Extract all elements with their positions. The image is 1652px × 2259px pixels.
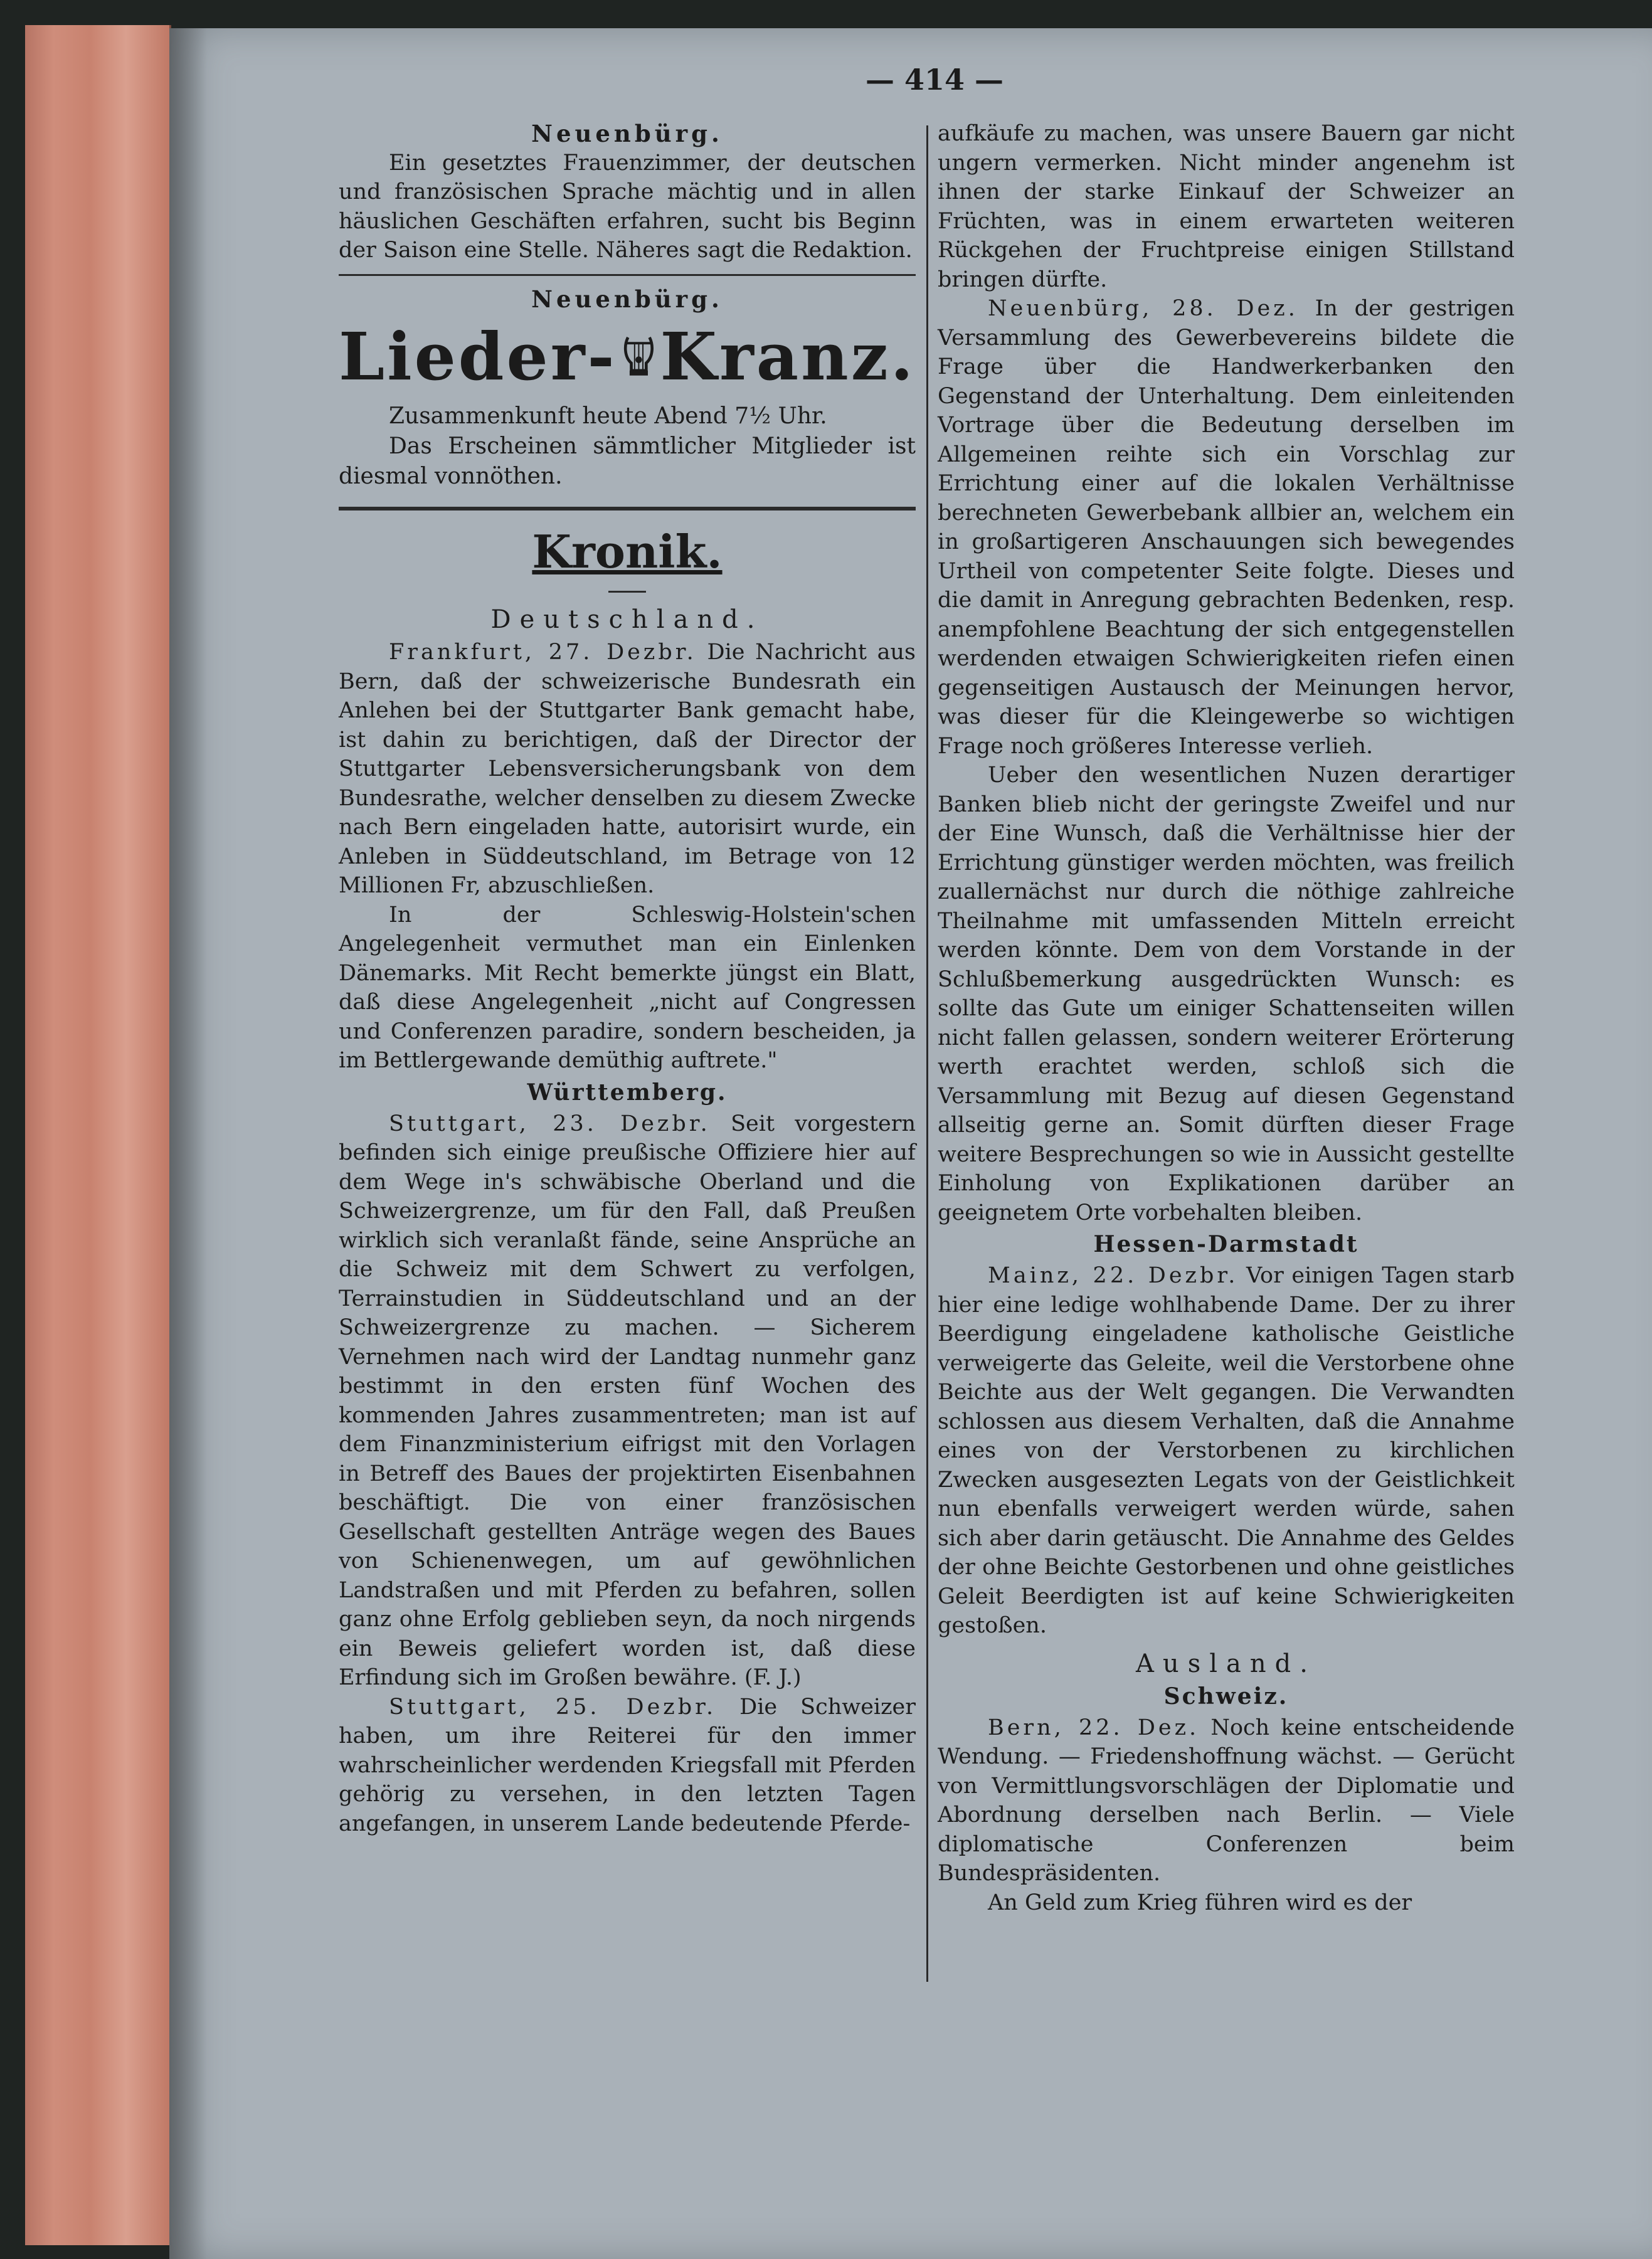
- section-wurttemberg: Württemberg.: [527, 1079, 728, 1106]
- section-deutschland: Deutschland.: [490, 605, 764, 634]
- article-continuation: aufkäufe zu machen, was unsere Bauern gar nicht ungern vermerken. Nicht minder angenehm ist ihnen der starke Einkauf der Schweizer an Früchten, was in einem erwarteten weiteren Rückgehen der Fruchtpreise einigen Stillstand bringen dürfte.: [938, 121, 1515, 292]
- section-ausland: Ausland.: [1136, 1649, 1316, 1678]
- article-neuenburg-continued: Ueber den wesentlichen Nuzen derartiger Banken blieb nicht der geringste Zweifel und nur der Eine Wunsch, daß die Verhältnisse hier der Errichtung günstiger werden möchten, was freilich zuallernächst nur durch die nöthige zahlreiche Theilnahme mit umfassenden Mitteln erreicht werden könnte. Dem von dem Vorstande in der Schlußbemerkung ausgedrückten Wunsch: es sollte das Gute um einiger Schattenseiten willen nicht fallen gelassen, sondern weiterer Erörterung werth erachtet werden, schloß sich die Versammlung mit Bezug auf diesen Gegenstand allseitig gerne an. Somit dürften dieser Frage weitere Besprechungen so wie in Aussicht gestellte Einholung von Explikationen darüber an geeignetem Orte vorbehalten bleiben.: [938, 763, 1515, 1225]
- article-text: In der gestrigen Versammlung des Gewerbevereins bildete die Frage über die Handwerkerbanken den Gegenstand der Unterhaltung. Dem einleitenden Vortrage über die Bedeutung derselben im Allgemeinen reihte sich ein Vorschlag zur Errichtung einer auf die lokalen Verhältnisse berechneten Gewerbebank allbier an, welchem ein in großartigeren Anschauungen sich bewegendes Urtheil von competenter Seite folgte. Dieses und die damit in Anregung gebrachten Bedenken, resp. anempfohlene Beachtung der sich entgegenstellen werdenden etwaigen Schwierigkeiten riefen einen gegenseitigen Austausch der Meinungen hervor, was dieser für die Kleingewerbe so wichtigen Frage noch größeres Interesse verlieh.: [938, 296, 1515, 759]
- article-text: Seit vorgestern befinden sich einige preußische Offiziere hier auf dem Wege in's schwäbische Oberland und die Schweizergrenze, um für den Fall, daß Preußen wirklich sich veranlaßt fände, seine Ansprüche an die Schweiz mit dem Schwert zu verfolgen, Terrainstudien in Süddeutschland und an der Schweizergrenze zu machen. — Sicherem Vernehmen nach wird der Landtag nunmehr ganz bestimmt in den ersten fünf Wochen des kommenden Jahres zusammentreten; man ist auf dem Finanzministerium eifrigst mit den Vorlagen in Betreff des Baues der projektirten Eisenbahnen beschäftigt. Die von einer französischen Gesellschaft gestellten Anträge wegen des Baues von Schienenwegen, um auf gewöhnlichen Landstraßen und mit Pferden zu befahren, sollen ganz ohne Erfolg geblieben seyn, da noch nirgends ein Beweis geliefert worden ist, daß diese Erfindung sich im Großen bewähre. (F. J.): [339, 1111, 916, 1690]
- spine-shadow: [169, 28, 207, 2259]
- dateline: Bern, 22. Dez.: [988, 1715, 1200, 1740]
- section-schweiz: Schweiz.: [1163, 1683, 1289, 1710]
- article-schleswig: In der Schleswig-Holstein'schen Angelegenheit vermuthet man ein Einlenken Dänemarks. Mit Recht bemerkte jüngst ein Blatt, daß diese Angelegenheit „nicht auf Congressen und Conferenzen paradire, sondern bescheiden, ja im Bettlergewande demüthig auftrete.": [339, 902, 916, 1073]
- ad-text: Ein gesetztes Frauenzimmer, der deutschen und französischen Sprache mächtig und in allen häuslichen Geschäften erfahren, sucht bis Beginn der Saison eine Stelle. Näheres sagt die Redaktion.: [339, 150, 916, 263]
- article-frankfurt: [339, 638, 916, 901]
- title-right: Kranz.: [660, 318, 916, 395]
- divider: [339, 507, 916, 511]
- article-stuttgart-23: [339, 1109, 916, 1693]
- section-hessen-darmstadt: Hessen-Darmstadt: [1093, 1231, 1359, 1257]
- page-number: — 414 —: [865, 63, 1004, 97]
- article-text: Vor einigen Tagen starb hier eine ledige wohlhabende Dame. Der zu ihrer Beerdigung eingeladene katholische Geistliche verweigerte das Geleite, weil die Verstorbene ohne Beichte aus der Welt gegangen. Die Verwandten schlossen aus diesem Verhalten, daß die Annahme eines von der Verstorbenen zu kirchlichen Zwecken ausgesezten Legats von der Geistlichkeit nun ebenfalls verweigert werden würde, sahen sich aber darin getäuscht. Die Annahme des Geldes der ohne Beichte Gestorbenen und ohne geistliches Geleit Beerdigten ist auf keine Schwierigkeiten gestoßen.: [938, 1263, 1515, 1638]
- column-divider: [926, 125, 928, 1982]
- book-page-edges: [25, 25, 171, 2245]
- article-mainz: [938, 1261, 1515, 1641]
- advertisement-liederkranz: [339, 285, 916, 492]
- article-bern: [938, 1713, 1515, 1888]
- dateline: Stuttgart, 23. Dezbr.: [389, 1111, 711, 1136]
- article-text: Die Nachricht aus Bern, daß der schweizerische Bundesrath ein Anlehen bei der Stuttgarter Bank gemacht habe, ist dahin zu berichtigen, daß der Director der Stuttgarter Lebensversicherungsbank von dem Bundesrathe, welcher denselben zu diesem Zwecke nach Bern eingeladen hatte, autorisirt wurde, ein Anleben in Süddeutschland, im Betrage von 12 Millionen Fr, abzuschließen.: [339, 640, 916, 898]
- dateline: Neuenbürg, 28. Dez.: [988, 296, 1298, 321]
- title-left: Lieder-: [339, 318, 617, 395]
- article-text: Noch keine entscheidende Wendung. — Friedenshoffnung wächst. — Gerücht von Vermittlungsvorschlägen der Diplomatie und Abordnung derselben nach Berlin. — Viele diplomatische Conferenzen beim Bundespräsidenten.: [938, 1715, 1515, 1886]
- divider: [339, 274, 916, 276]
- liederkranz-title: [339, 318, 916, 395]
- ad-notice: Das Erscheinen sämmtlicher Mitglieder ist diesmal vonnöthen.: [339, 433, 916, 489]
- ad-meeting-time: Zusammenkunft heute Abend 7½ Uhr.: [389, 403, 827, 429]
- article-neuenburg: [938, 294, 1515, 761]
- dateline: Stuttgart, 25. Dezbr.: [389, 1694, 717, 1720]
- ad-place: Neuenbürg.: [531, 120, 723, 147]
- section-title-kronik: Kronik.: [532, 525, 723, 578]
- left-column: [339, 119, 916, 1838]
- article-stuttgart-25: [339, 1693, 916, 1839]
- article-text: Die Schweizer haben, um ihre Reiterei für den immer wahrscheinlicher werdenden Kriegsfall mit Pferden gehörig zu versehen, in den letzten Tagen angefangen, in unserem Lande bedeutende Pferde-: [339, 1694, 916, 1836]
- lyre-icon: [622, 322, 655, 391]
- ad-place: Neuenbürg.: [531, 285, 723, 313]
- dateline: Mainz, 22. Dezbr.: [988, 1263, 1239, 1288]
- article-bern-last-line: An Geld zum Krieg führen wird es der: [988, 1890, 1412, 1915]
- advertisement-employment: [339, 119, 916, 265]
- dateline: Frankfurt, 27. Dezbr.: [389, 640, 697, 665]
- short-divider: [608, 591, 646, 593]
- right-column: [938, 119, 1515, 1917]
